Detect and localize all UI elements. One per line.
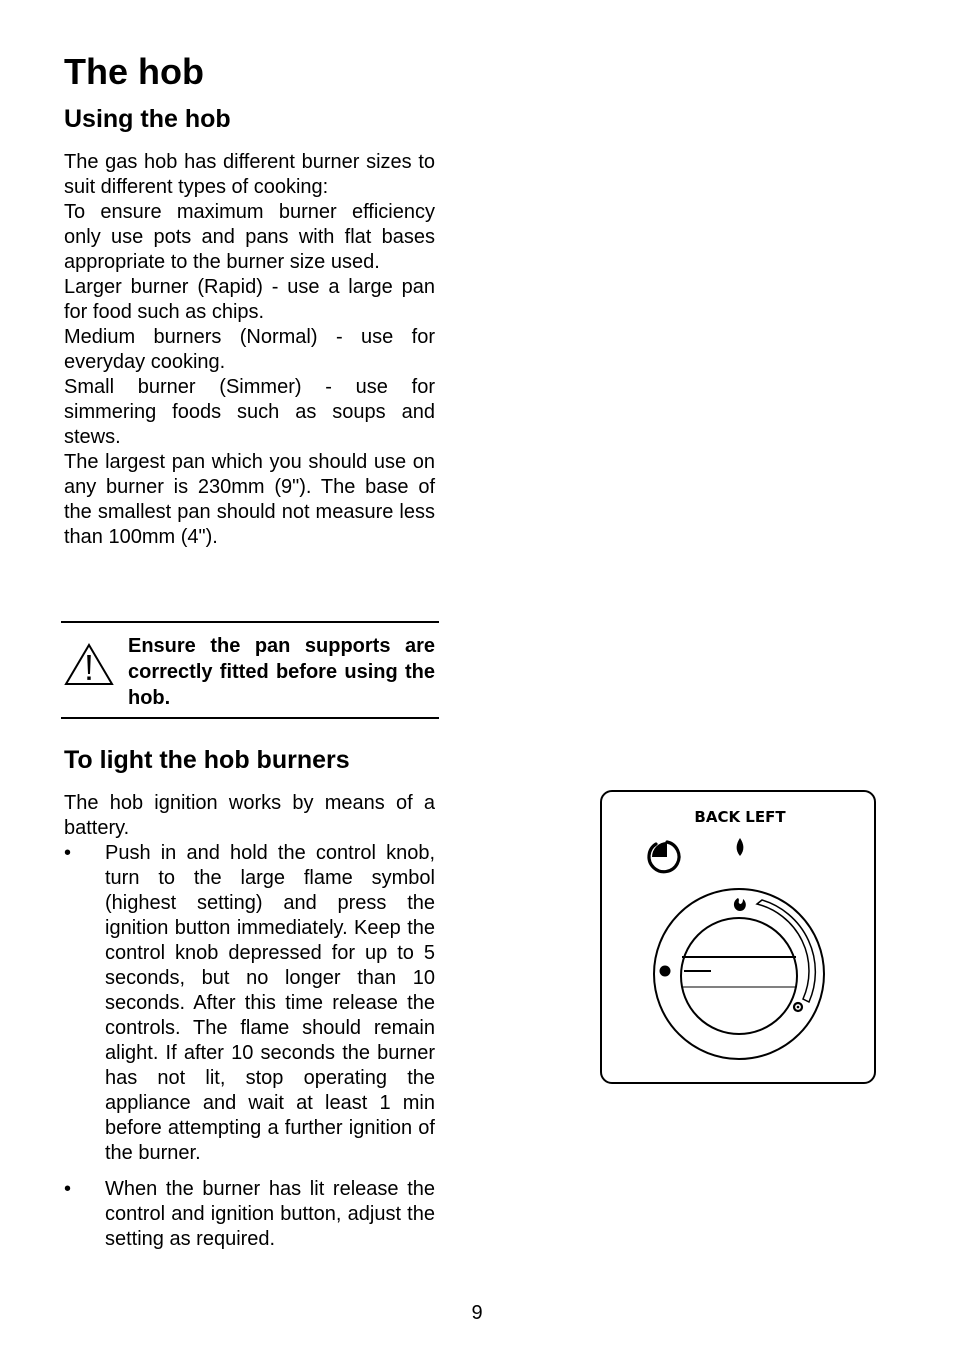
paragraph: Small burner (Simmer) - use for simmering foods such as soups and stews. — [64, 376, 435, 448]
bullet-icon: • — [64, 1178, 72, 1200]
control-knob-diagram — [600, 790, 876, 1084]
paragraph: The hob ignition works by means of a battery. — [64, 792, 435, 839]
warning-triangle-icon — [63, 642, 115, 693]
list-item-text: When the burner has lit release the control and ignition button, adjust the setting as required. — [105, 1178, 435, 1250]
paragraph: Larger burner (Rapid) - use a large pan for food such as chips. — [64, 276, 435, 323]
instruction-list — [64, 841, 435, 1252]
light-burners-section — [64, 745, 435, 1252]
knob-position-label: BACK LEFT — [694, 808, 786, 826]
ignition-intro — [64, 791, 435, 841]
using-hob-text — [64, 150, 435, 550]
page-number: 9 — [471, 1302, 483, 1324]
list-item — [64, 1177, 435, 1252]
page-title: The hob — [64, 51, 204, 92]
warning-text: Ensure the pan supports are correctly fitted before using the hob. — [128, 635, 435, 709]
list-item — [64, 841, 435, 1166]
paragraph: The largest pan which you should use on any burner is 230mm (9"). The base of the smallest pan should not measure less than 100mm (4"). — [64, 451, 435, 548]
warning-box — [61, 621, 439, 719]
paragraph: To ensure maximum burner efficiency only use pots and pans with flat bases appropriate to the burner size used. — [64, 201, 435, 273]
list-item-text: Push in and hold the control knob, turn to the large flame symbol (highest setting) and press the ignition button immediately. Keep the control knob depressed for up to 5 seconds, but no longer than 10 seconds. After this time release the controls. The flame should remain alight. If after 10 seconds the burner has not lit, stop operating the appliance and wait at least 1 min before attempting a further ignition of the burner. — [105, 842, 435, 1164]
off-dot-icon — [660, 966, 671, 977]
paragraph: The gas hob has different burner sizes to suit different types of cooking: — [64, 151, 435, 198]
bullet-icon: • — [64, 842, 72, 864]
paragraph: Medium burners (Normal) - use for everyday cooking. — [64, 326, 435, 373]
using-hob-heading: Using the hob — [64, 105, 231, 133]
using-hob-section — [64, 104, 435, 550]
light-burners-heading: To light the hob burners — [64, 746, 350, 774]
control-knob — [681, 918, 797, 1034]
